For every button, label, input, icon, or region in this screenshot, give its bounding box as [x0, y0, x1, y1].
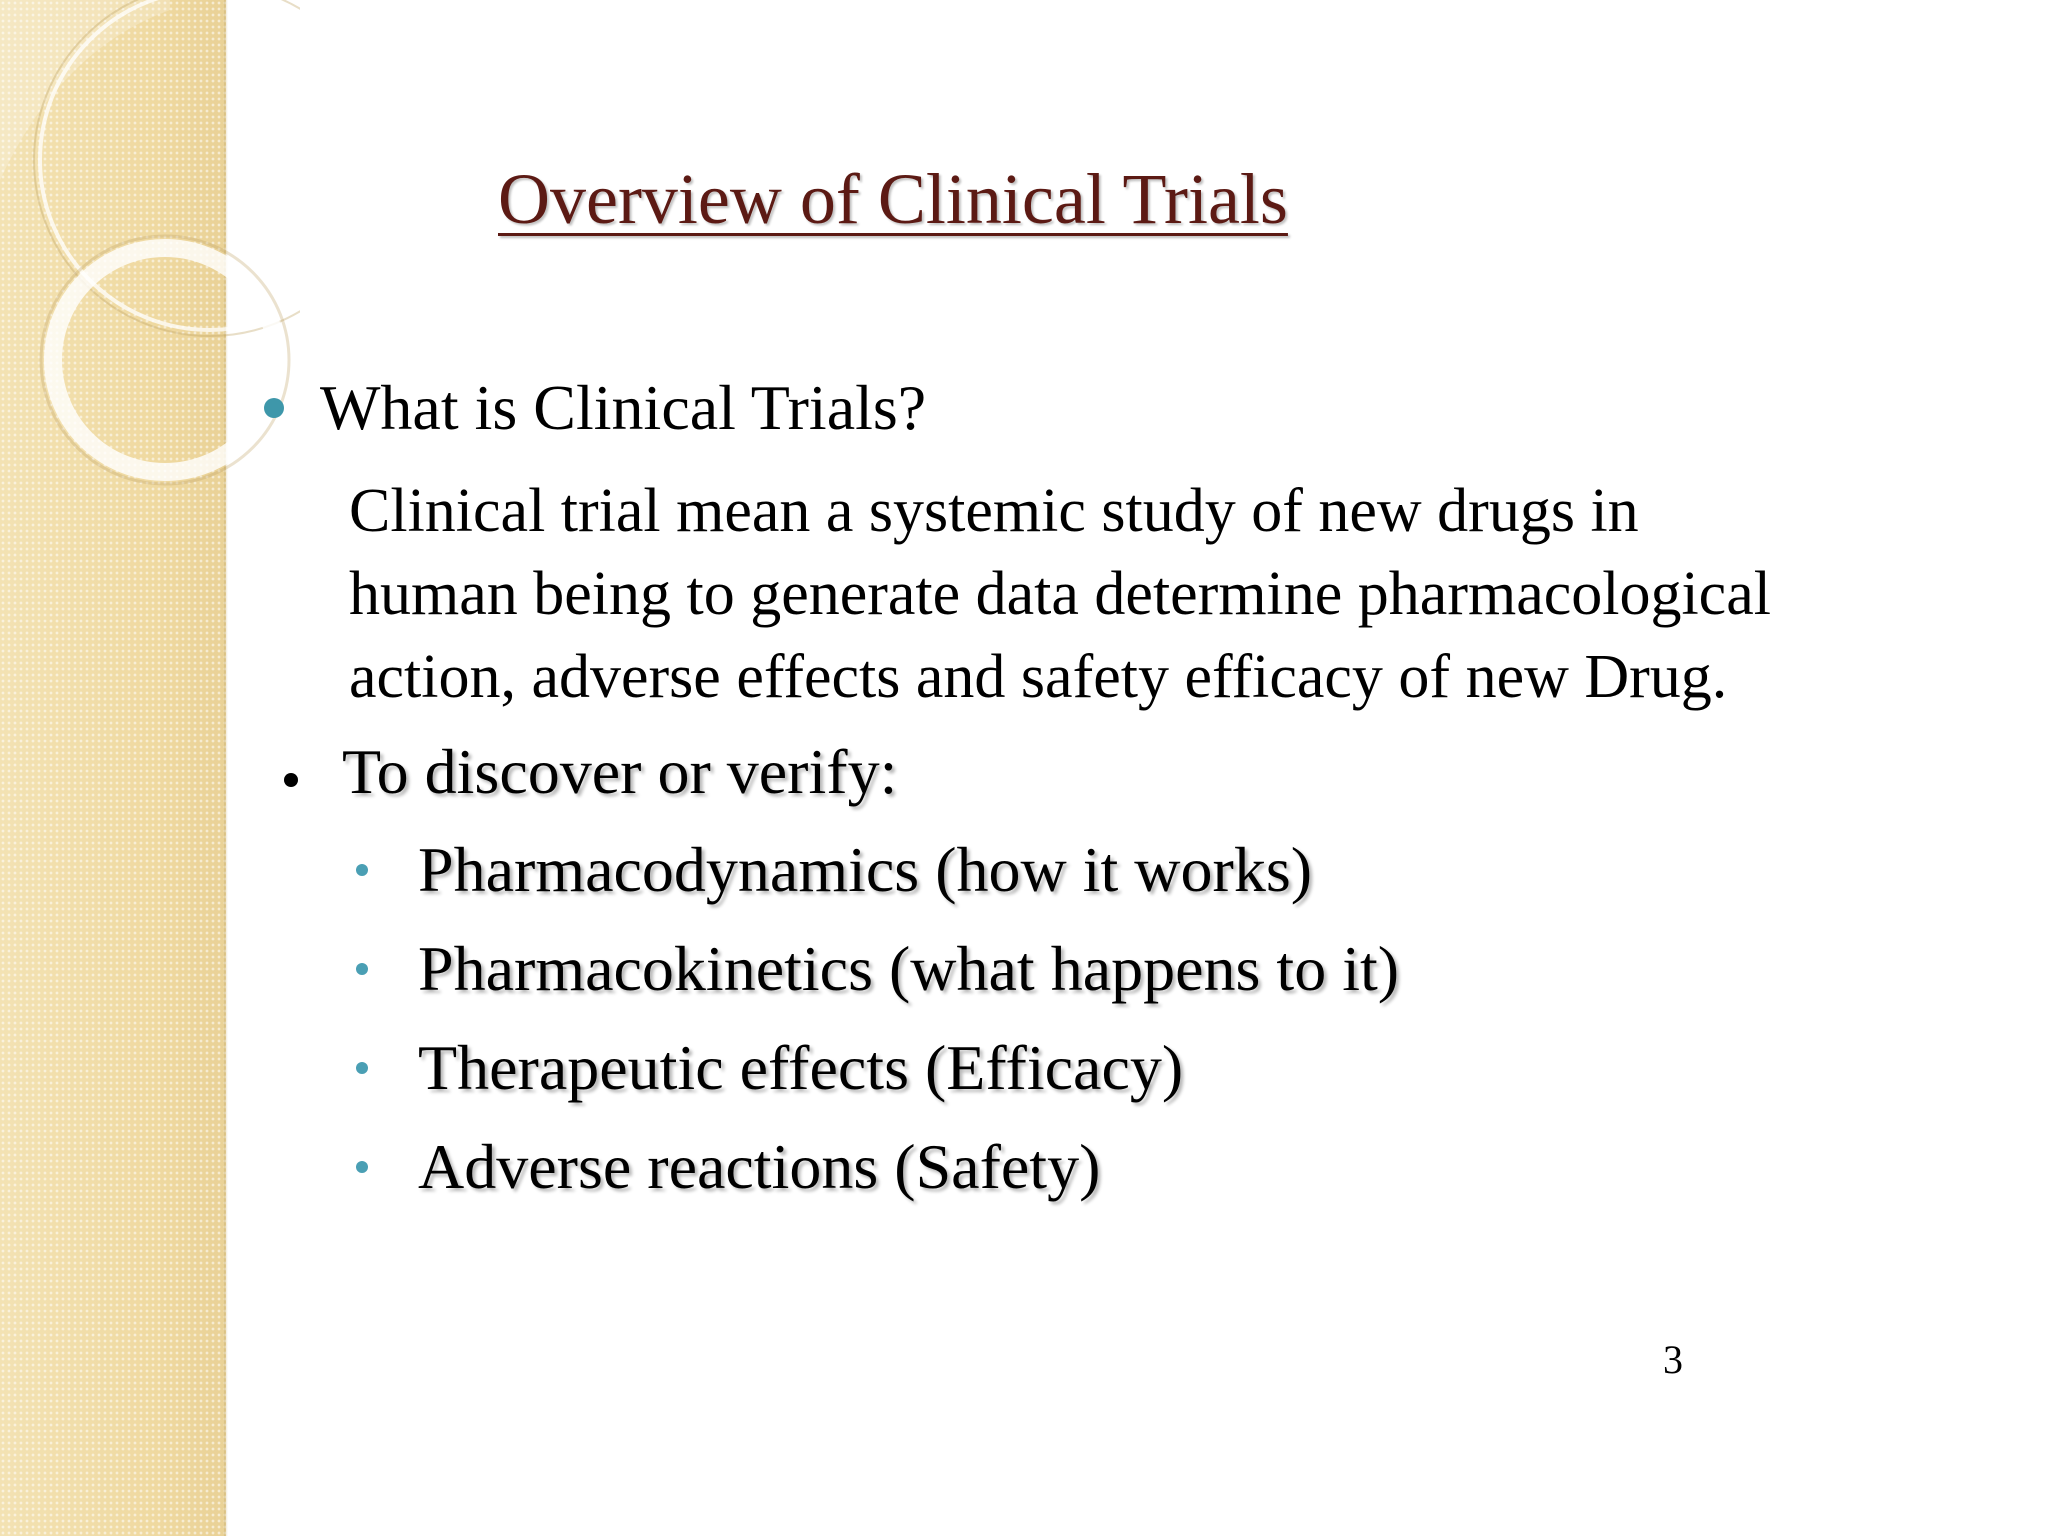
- sub-bullet-icon: [356, 963, 368, 975]
- bullet-icon: [264, 398, 284, 418]
- definition-paragraph: [349, 470, 1989, 719]
- definition-line: Clinical trial mean a systemic study of new drugs in: [349, 477, 1639, 545]
- question-text: What is Clinical Trials?: [320, 372, 927, 443]
- slide-title: Overview of Clinical Trials: [498, 159, 1288, 239]
- decorative-rings-icon: [0, 0, 300, 520]
- bullet-icon: [284, 773, 298, 787]
- sub-bullet-item: Pharmacokinetics (what happens to it): [418, 933, 1400, 1004]
- discover-heading: To discover or verify:: [342, 736, 898, 807]
- sub-bullet-item: Therapeutic effects (Efficacy): [418, 1032, 1184, 1103]
- sub-bullet-icon: [356, 1161, 368, 1173]
- sub-bullet-icon: [356, 1062, 368, 1074]
- sub-bullet-item: Adverse reactions (Safety): [418, 1131, 1101, 1202]
- definition-line: action, adverse effects and safety efficacy of new Drug.: [349, 643, 1728, 711]
- sub-bullet-item: Pharmacodynamics (how it works): [418, 834, 1313, 905]
- definition-line: human being to generate data determine pharmacological: [349, 560, 1771, 628]
- sub-bullet-icon: [356, 864, 368, 876]
- page-number: 3: [1663, 1337, 1683, 1382]
